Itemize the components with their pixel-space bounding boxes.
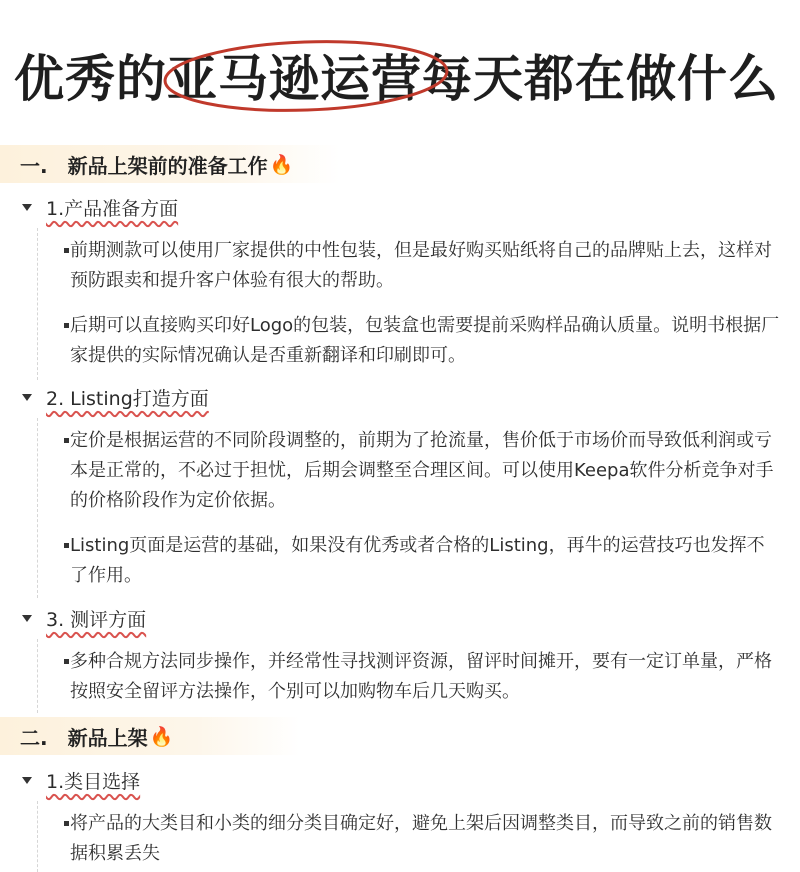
bullet-icon bbox=[64, 543, 69, 548]
list-item: 前期测款可以使用厂家提供的中性包装，但是最好购买贴纸将自己的品牌贴上去，这样对预防跟卖和提升客户体验有很大的帮助。 bbox=[50, 236, 780, 296]
section-title: 新品上架前的准备工作 bbox=[67, 153, 268, 178]
bullet-icon bbox=[64, 821, 69, 826]
subsection-toggle-1[interactable] bbox=[22, 192, 178, 222]
subsection-title: 1.产品准备方面 bbox=[46, 197, 179, 220]
bullet-icon bbox=[64, 438, 69, 443]
subsection-title: 3. 测评方面 bbox=[46, 608, 147, 631]
indent-guide bbox=[37, 801, 38, 872]
bullet-icon bbox=[64, 659, 69, 664]
section-number: 二. bbox=[20, 725, 48, 750]
page-title: 优秀的亚马逊运营每天都在做什么 bbox=[14, 50, 779, 108]
caret-down-icon[interactable] bbox=[22, 204, 32, 211]
fire-icon: 🔥 bbox=[149, 725, 174, 748]
subsection-title: 2. Listing打造方面 bbox=[46, 387, 209, 410]
list-item: 多种合规方法同步操作，并经常性寻找测评资源，留评时间摊开，要有一定订单量，严格按照安全留评方法操作，个别可以加购物车后几天购买。 bbox=[50, 647, 780, 707]
subsection-title: 1.类目选择 bbox=[46, 770, 141, 793]
list-item: 后期可以直接购买印好Logo的包装，包装盒也需要提前采购样品确认质量。说明书根据厂家提供的实际情况确认是否重新翻译和印刷即可。 bbox=[50, 311, 780, 371]
list-item: 定价是根据运营的不同阶段调整的，前期为了抢流量，售价低于市场价而导致低利润或亏本是正常的，不必过于担忧，后期会调整至合理区间。可以使用Keepa软件分析竞争对手的价格阶段作为定价依据。 bbox=[50, 426, 780, 516]
bullet-icon bbox=[64, 323, 69, 328]
indent-guide bbox=[37, 639, 38, 713]
caret-down-icon[interactable] bbox=[22, 615, 32, 622]
highlight-oval bbox=[160, 36, 452, 116]
subsection-toggle-3[interactable] bbox=[22, 603, 146, 633]
list-item: Listing页面是运营的基础，如果没有优秀或者合格的Listing，再牛的运营技巧也发挥不了作用。 bbox=[50, 531, 780, 591]
section-header-2 bbox=[0, 717, 300, 755]
section-number: 一. bbox=[20, 153, 48, 178]
fire-icon: 🔥 bbox=[269, 153, 294, 176]
subsection-toggle-2[interactable] bbox=[22, 382, 209, 412]
bullet-icon bbox=[64, 248, 69, 253]
section-title: 新品上架 bbox=[67, 725, 148, 750]
indent-guide bbox=[37, 418, 38, 598]
section-header-1 bbox=[0, 145, 340, 183]
list-item: 将产品的大类目和小类的细分类目确定好，避免上架后因调整类目，而导致之前的销售数据积累丢失 bbox=[50, 809, 780, 869]
subsection-toggle-4[interactable] bbox=[22, 765, 140, 795]
indent-guide bbox=[37, 228, 38, 380]
caret-down-icon[interactable] bbox=[22, 394, 32, 401]
caret-down-icon[interactable] bbox=[22, 777, 32, 784]
